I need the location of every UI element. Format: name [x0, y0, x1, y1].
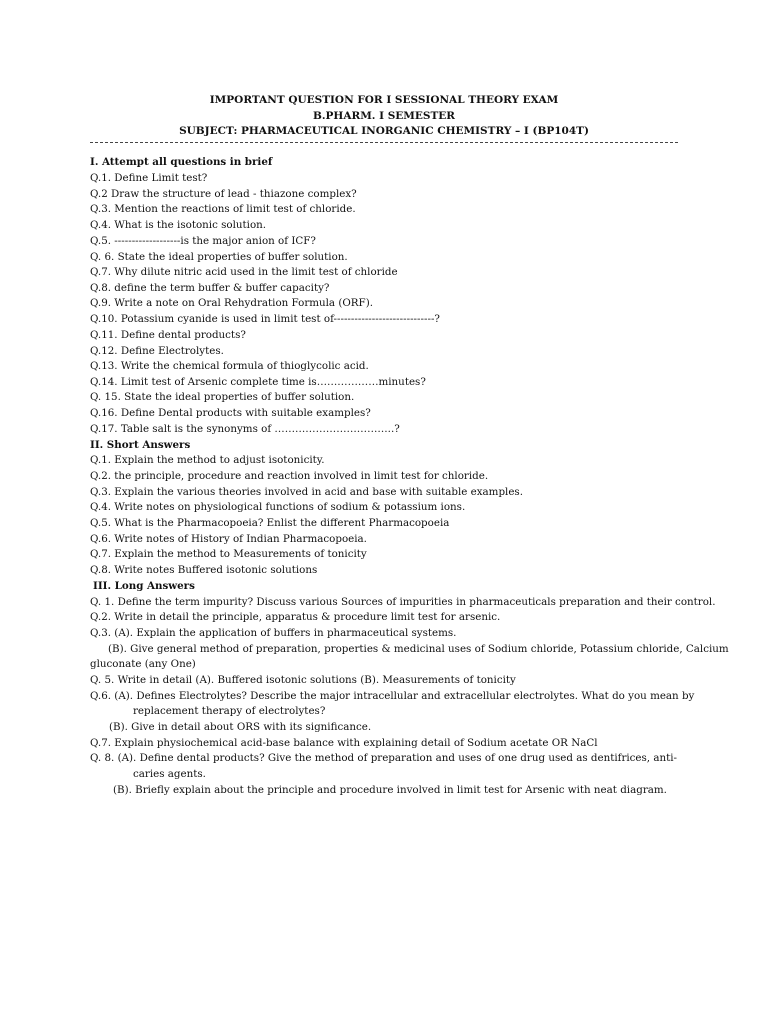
question-item: Q. 5. Write in detail (A). Buffered isotonic solutions (B). Measurements of tonicity [90, 673, 516, 686]
question-item: Q. 15. State the ideal properties of buffer solution. [90, 391, 355, 403]
question-item: Q.6. (A). Defines Electrolytes? Describe the major intracellular and extracellular electrolytes. What do you mean by [90, 689, 695, 702]
question-item: Q. 6. State the ideal properties of buffer solution. [90, 250, 348, 263]
question-item: Q.1. Define Limit test? [90, 172, 208, 184]
question-item: Q.14. Limit test of Arsenic complete time is………………minutes? [90, 375, 426, 388]
question-item: Q.8. define the term buffer & buffer capacity? [90, 281, 330, 294]
question-item: Q.3. Explain the various theories involved in acid and base with suitable examples. [90, 485, 523, 498]
question-item: Q.7. Explain physiochemical acid-base balance with explaining detail of Sodium acetate OR NaCl [90, 736, 598, 749]
question-subitem: (B). Give general method of preparation, properties & medicinal uses of Sodium chloride, Potassium chloride, Calcium [108, 642, 729, 655]
question-item: Q.10. Potassium cyanide is used in limit test of-----------------------------? [90, 313, 440, 325]
question-item: Q.7. Why dilute nitric acid used in the limit test of chloride [90, 266, 398, 278]
semester-line: B.PHARM. I SEMESTER [312, 109, 456, 122]
question-item: Q.12. Define Electrolytes. [90, 344, 224, 357]
question-item: Q.5. -------------------is the major anion of ICF? [90, 235, 316, 247]
question-item: Q.4. Write notes on physiological functions of sodium & potassium ions. [90, 501, 466, 513]
question-item: Q.7. Explain the method to Measurements of tonicity [90, 548, 367, 560]
question-item: Q.16. Define Dental products with suitable examples? [90, 407, 371, 419]
section-heading-short: II. Short Answers [90, 438, 191, 451]
question-item: Q. 8. (A). Define dental products? Give the method of preparation and uses of one drug used as dentifrices, anti- [90, 752, 678, 764]
question-item: Q.9. Write a note on Oral Rehydration Formula (ORF). [90, 297, 373, 309]
section-heading-long: III. Long Answers [93, 579, 195, 592]
question-item: Q.5. What is the Pharmacopoeia? Enlist the different Pharmacopoeia [90, 517, 450, 529]
question-subitem: (B). Give in detail about ORS with its significance. [109, 720, 372, 733]
question-item: Q.2. the principle, procedure and reaction involved in limit test for chloride. [90, 469, 489, 482]
question-item: Q.1. Explain the method to adjust isotonicity. [90, 454, 325, 466]
question-item: Q.8. Write notes Buffered isotonic solutions [90, 564, 318, 576]
question-item: Q. 1. Define the term impurity? Discuss various Sources of impurities in pharmaceuticals preparation and their control. [90, 595, 716, 608]
question-item: Q.4. What is the isotonic solution. [90, 219, 267, 231]
subject-line: SUBJECT: PHARMACEUTICAL INORGANIC CHEMISTRY – I (BP104T) [179, 125, 589, 137]
question-item: Q.17. Table salt is the synonyms of ……………………………..? [90, 423, 400, 435]
question-item: Q.13. Write the chemical formula of thioglycolic acid. [90, 360, 369, 372]
question-continuation: replacement therapy of electrolytes? [133, 705, 326, 717]
question-item: Q.6. Write notes of History of Indian Pharmacopoeia. [90, 532, 367, 545]
question-item: Q.2. Write in detail the principle, apparatus & procedure limit test for arsenic. [90, 611, 501, 623]
section-heading-brief: I. Attempt all questions in brief [90, 156, 273, 168]
question-item: Q.2 Draw the structure of lead - thiazone complex? [90, 187, 357, 200]
question-continuation: gluconate (any One) [90, 658, 196, 670]
dashed-divider [90, 142, 678, 143]
question-subitem: (B). Briefly explain about the principle and procedure involved in limit test for Arsenic with neat diagram. [113, 783, 667, 796]
question-continuation: caries agents. [133, 767, 206, 780]
question-item: Q.3. Mention the reactions of limit test of chloride. [90, 203, 356, 215]
document-title: IMPORTANT QUESTION FOR I SESSIONAL THEORY EXAM [209, 94, 559, 106]
question-item: Q.11. Define dental products? [90, 329, 246, 341]
question-item: Q.3. (A). Explain the application of buffers in pharmaceutical systems. [90, 626, 457, 639]
